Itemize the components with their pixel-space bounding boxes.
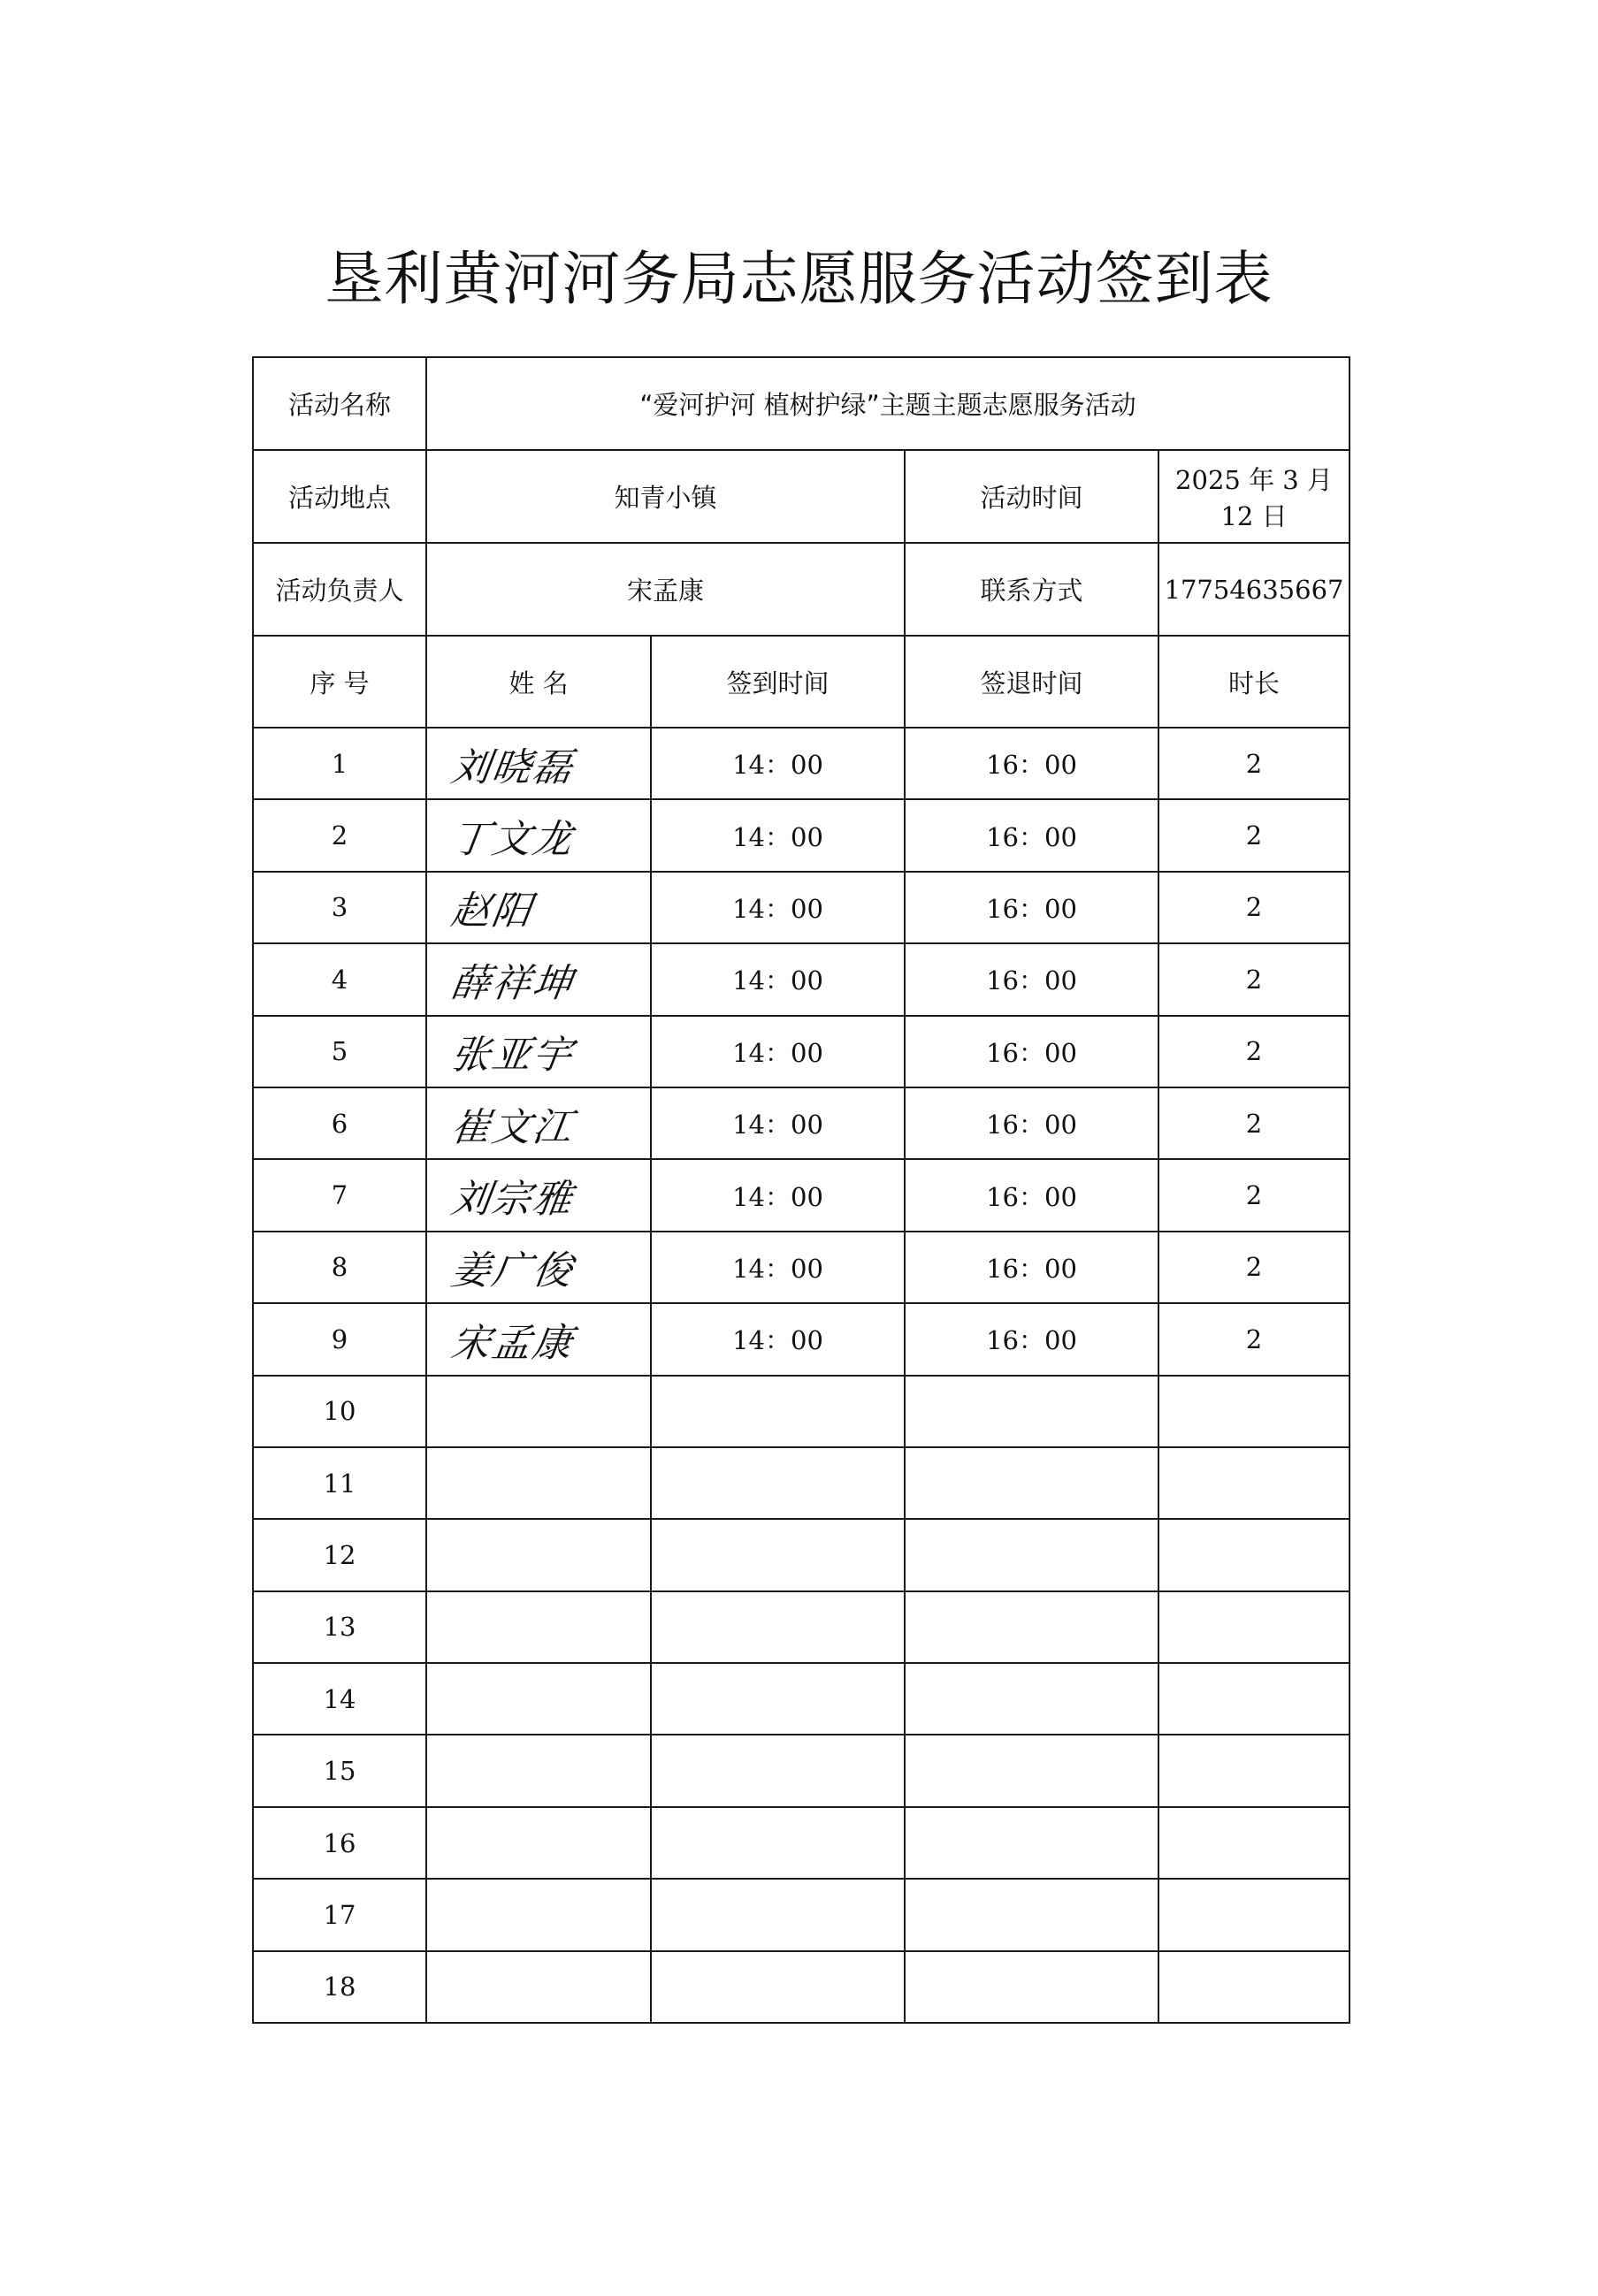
row-no: 5 <box>253 1016 426 1087</box>
row-duration <box>1158 1951 1350 2023</box>
row-sign-out-time: 16：00 <box>905 728 1158 799</box>
row-sign-in-time: 14：00 <box>651 1016 905 1087</box>
row-no: 17 <box>253 1879 426 1950</box>
row-no: 16 <box>253 1807 426 1879</box>
row-duration <box>1158 1807 1350 1879</box>
row-sign-in-time: 14：00 <box>651 1159 905 1231</box>
column-name-header: 姓 名 <box>426 636 651 728</box>
row-duration <box>1158 1663 1350 1735</box>
signature-cell <box>426 1951 651 2023</box>
signature-cell <box>426 1663 651 1735</box>
row-sign-in-time: 14：00 <box>651 1087 905 1159</box>
contact-label: 联系方式 <box>905 543 1158 636</box>
row-signature: 刘晓磊 <box>447 744 577 790</box>
row-sign-out-time: 16：00 <box>905 1016 1158 1087</box>
location-label: 活动地点 <box>253 450 426 543</box>
table-row <box>253 799 1350 871</box>
signature-cell <box>426 799 651 871</box>
table-row <box>253 943 1350 1015</box>
column-sign-out-header: 签退时间 <box>905 636 1158 728</box>
row-duration: 2 <box>1158 1016 1350 1087</box>
location-row <box>253 450 1350 543</box>
row-sign-out-time: 16：00 <box>905 1087 1158 1159</box>
row-sign-in-time <box>651 1663 905 1735</box>
row-duration: 2 <box>1158 1303 1350 1375</box>
row-no: 10 <box>253 1376 426 1447</box>
page-title: 垦利黄河河务局志愿服务活动签到表 <box>325 245 1273 313</box>
row-sign-out-time <box>905 1663 1158 1735</box>
table-row <box>253 1879 1350 1950</box>
row-sign-in-time <box>651 1591 905 1663</box>
table-row <box>253 1807 1350 1879</box>
row-no: 8 <box>253 1232 426 1303</box>
row-sign-in-time <box>651 1447 905 1519</box>
signature-cell <box>426 1879 651 1950</box>
row-sign-in-time <box>651 1807 905 1879</box>
row-sign-out-time: 16：00 <box>905 943 1158 1015</box>
row-no: 14 <box>253 1663 426 1735</box>
row-sign-out-time <box>905 1376 1158 1447</box>
row-signature: 张亚宇 <box>447 1033 577 1079</box>
activity-name-row <box>253 357 1350 450</box>
leader-label: 活动负责人 <box>253 543 426 636</box>
row-no: 2 <box>253 799 426 871</box>
table-row <box>253 1303 1350 1375</box>
row-duration <box>1158 1447 1350 1519</box>
signature-cell <box>426 1303 651 1375</box>
row-sign-in-time: 14：00 <box>651 1303 905 1375</box>
leader-row <box>253 543 1350 636</box>
table-row <box>253 1951 1350 2023</box>
row-signature: 宋孟康 <box>447 1320 577 1366</box>
row-signature: 崔文江 <box>447 1104 577 1150</box>
row-no: 18 <box>253 1951 426 2023</box>
signature-cell <box>426 1447 651 1519</box>
table-row <box>253 1159 1350 1231</box>
contact-value: 17754635667 <box>1158 543 1350 636</box>
row-duration <box>1158 1735 1350 1806</box>
signature-cell <box>426 728 651 799</box>
row-signature: 丁文龙 <box>447 817 577 863</box>
row-duration <box>1158 1879 1350 1950</box>
row-duration: 2 <box>1158 1232 1350 1303</box>
table-row <box>253 1232 1350 1303</box>
row-no: 9 <box>253 1303 426 1375</box>
signature-cell <box>426 943 651 1015</box>
row-sign-out-time: 16：00 <box>905 1303 1158 1375</box>
table-row <box>253 1376 1350 1447</box>
time-label: 活动时间 <box>905 450 1158 543</box>
row-no: 1 <box>253 728 426 799</box>
row-sign-out-time <box>905 1591 1158 1663</box>
signature-cell <box>426 1159 651 1231</box>
row-sign-in-time: 14：00 <box>651 1232 905 1303</box>
row-no: 13 <box>253 1591 426 1663</box>
table-row <box>253 728 1350 799</box>
activity-name-value: “爱河护河 植树护绿”主题主题志愿服务活动 <box>426 357 1350 450</box>
signature-cell <box>426 1807 651 1879</box>
row-sign-out-time: 16：00 <box>905 799 1158 871</box>
signature-cell <box>426 1376 651 1447</box>
row-no: 3 <box>253 872 426 943</box>
row-sign-in-time: 14：00 <box>651 943 905 1015</box>
row-signature: 赵阳 <box>447 889 536 934</box>
row-no: 6 <box>253 1087 426 1159</box>
leader-value: 宋孟康 <box>426 543 905 636</box>
row-sign-out-time <box>905 1519 1158 1590</box>
activity-name-label: 活动名称 <box>253 357 426 450</box>
table-row <box>253 1447 1350 1519</box>
row-no: 12 <box>253 1519 426 1590</box>
column-sign-in-header: 签到时间 <box>651 636 905 728</box>
sign-in-sheet-table <box>252 356 1350 2024</box>
row-signature: 姜广俊 <box>447 1248 577 1294</box>
table-row <box>253 1519 1350 1590</box>
table-row <box>253 1087 1350 1159</box>
row-sign-out-time <box>905 1447 1158 1519</box>
row-duration: 2 <box>1158 728 1350 799</box>
column-no-header: 序 号 <box>253 636 426 728</box>
row-no: 11 <box>253 1447 426 1519</box>
row-duration <box>1158 1519 1350 1590</box>
signature-cell <box>426 1087 651 1159</box>
row-sign-in-time: 14：00 <box>651 799 905 871</box>
row-sign-in-time <box>651 1951 905 2023</box>
row-sign-in-time <box>651 1376 905 1447</box>
row-no: 7 <box>253 1159 426 1231</box>
row-sign-in-time: 14：00 <box>651 872 905 943</box>
row-signature: 刘宗雅 <box>447 1177 577 1223</box>
row-duration <box>1158 1591 1350 1663</box>
row-sign-out-time: 16：00 <box>905 1159 1158 1231</box>
row-sign-out-time: 16：00 <box>905 872 1158 943</box>
row-duration: 2 <box>1158 1087 1350 1159</box>
row-duration <box>1158 1376 1350 1447</box>
column-duration-header: 时长 <box>1158 636 1350 728</box>
row-no: 4 <box>253 943 426 1015</box>
row-sign-out-time <box>905 1735 1158 1806</box>
row-sign-in-time <box>651 1735 905 1806</box>
column-header-row <box>253 636 1350 728</box>
row-sign-out-time <box>905 1879 1158 1950</box>
signature-cell <box>426 1591 651 1663</box>
row-sign-out-time <box>905 1807 1158 1879</box>
signature-cell <box>426 1735 651 1806</box>
row-sign-in-time <box>651 1519 905 1590</box>
table-row <box>253 1735 1350 1806</box>
row-sign-out-time: 16：00 <box>905 1232 1158 1303</box>
table-row <box>253 1591 1350 1663</box>
row-signature: 薛祥坤 <box>447 960 577 1006</box>
time-value: 2025 年 3 月 12 日 <box>1158 450 1350 543</box>
row-duration: 2 <box>1158 799 1350 871</box>
row-sign-out-time <box>905 1951 1158 2023</box>
location-value: 知青小镇 <box>426 450 905 543</box>
signature-cell <box>426 872 651 943</box>
table-row <box>253 872 1350 943</box>
table-row <box>253 1663 1350 1735</box>
signature-cell <box>426 1232 651 1303</box>
row-duration: 2 <box>1158 943 1350 1015</box>
row-sign-in-time <box>651 1879 905 1950</box>
table-row <box>253 1016 1350 1087</box>
signature-cell <box>426 1016 651 1087</box>
row-no: 15 <box>253 1735 426 1806</box>
signature-cell <box>426 1519 651 1590</box>
row-duration: 2 <box>1158 872 1350 943</box>
row-sign-in-time: 14：00 <box>651 728 905 799</box>
row-duration: 2 <box>1158 1159 1350 1231</box>
